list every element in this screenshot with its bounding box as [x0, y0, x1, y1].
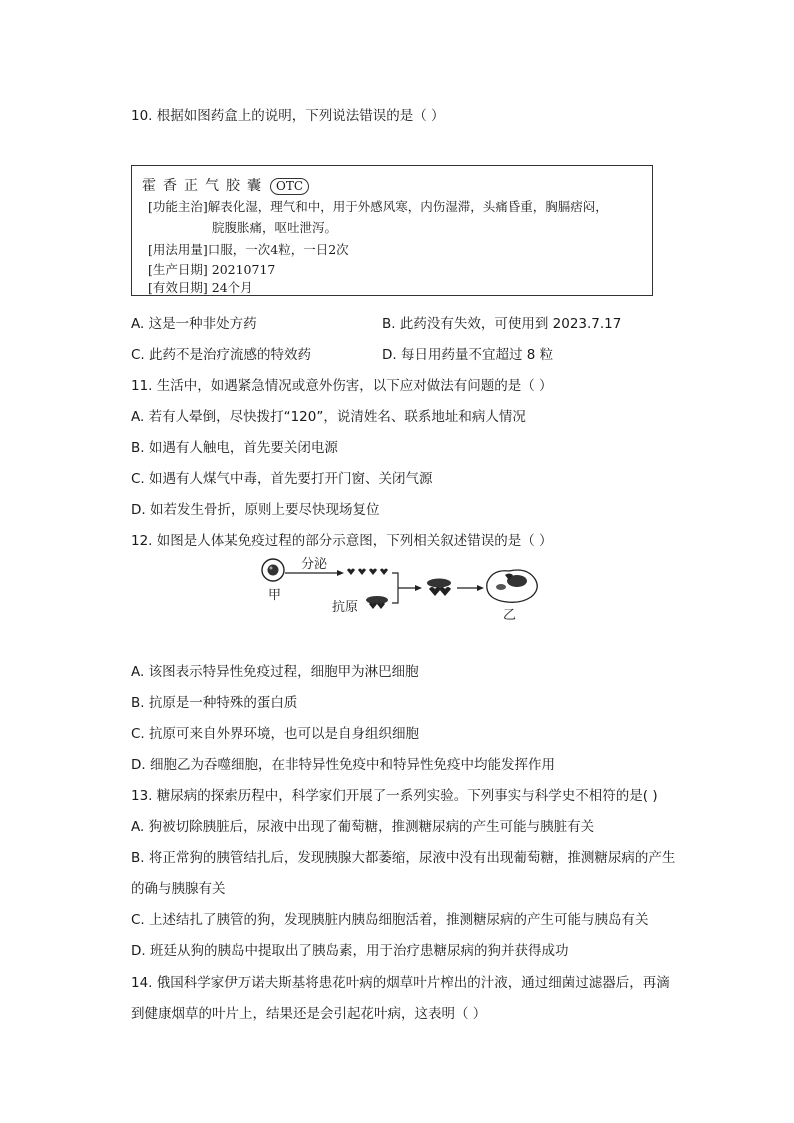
date-text: 20210717 — [211, 262, 276, 277]
medicine-box — [131, 165, 653, 296]
engulf-arrow-head — [477, 585, 484, 591]
func-text: 解表化湿，理气和中，用于外感风寒，内伤湿滞，头痛昏重，胸膈痞闷， — [207, 199, 608, 214]
q14-stem: 14. 俄国科学家伊万诺夫斯基将患花叶病的烟草叶片榨出的汁液，通过细菌过滤器后，再滴 — [131, 975, 670, 991]
date-label: [生产日期] — [148, 262, 208, 277]
medicine-function-line — [148, 197, 608, 215]
q10-stem: 10. 根据如图药盒上的说明，下列说法错误的是（ ） — [131, 108, 445, 124]
secrete-label: 分泌 — [301, 557, 328, 572]
combine-bracket — [392, 573, 398, 603]
usage-label: [用法用量] — [148, 242, 208, 257]
q11-stem: 11. 生活中，如遇紧急情况或意外伤害，以下应对做法有问题的是（ ） — [131, 378, 553, 394]
medicine-date-line — [148, 260, 275, 278]
cell-a-icon — [262, 559, 284, 581]
combine-arrow-head — [415, 585, 422, 591]
secrete-arrow-head — [337, 570, 344, 576]
usage-text: 口服，一次4粒，一日2次 — [207, 242, 349, 257]
q13-option-d: D. 班廷从狗的胰岛中提取出了胰岛素，用于治疗患糖尿病的狗并获得成功 — [131, 943, 569, 959]
cell-b-icon — [487, 570, 537, 602]
valid-text: 24个月 — [211, 280, 253, 295]
medicine-title: 霍香正气胶囊 — [142, 178, 268, 194]
q11-option-b: B. 如遇有人触电，首先要关闭电源 — [131, 440, 338, 456]
medicine-title-line — [142, 175, 309, 195]
cell-a-label: 甲 — [268, 588, 282, 603]
q11-option-d: D. 如若发生骨折，原则上要尽快现场复位 — [131, 502, 380, 518]
medicine-usage-line — [148, 240, 349, 258]
q11-option-a: A. 若有人晕倒，尽快拨打“120”，说清姓名、联系地址和病人情况 — [131, 409, 526, 425]
q12-stem: 12. 如图是人体某免疫过程的部分示意图，下列相关叙述错误的是（ ） — [131, 533, 553, 549]
func-label: [功能主治] — [148, 199, 208, 214]
q10-option-a: A. 这是一种非处方药 — [131, 316, 257, 332]
q12-option-b: B. 抗原是一种特殊的蛋白质 — [131, 695, 298, 711]
valid-label: [有效日期] — [148, 280, 208, 295]
q12-option-c: C. 抗原可来自外界环境，也可以是自身组织细胞 — [131, 726, 420, 742]
antibody-icons — [347, 569, 388, 576]
q10-option-b: B. 此药没有失效，可使用到 2023.7.17 — [382, 316, 622, 332]
q12-option-d: D. 细胞乙为吞噬细胞，在非特异性免疫中和特异性免疫中均能发挥作用 — [131, 757, 555, 773]
q13-option-b-cont: 的确与胰腺有关 — [131, 881, 226, 897]
antigen-label: 抗原 — [332, 600, 359, 615]
antigen-antibody-complex-icon — [427, 579, 451, 597]
antigen-icon — [366, 596, 388, 609]
cell-b-label: 乙 — [503, 608, 517, 623]
medicine-function-line-2: 脘腹胀痛，呕吐泄泻。 — [212, 220, 338, 235]
q10-option-d: D. 每日用药量不宜超过 8 粒 — [382, 347, 554, 363]
immune-process-diagram — [255, 553, 545, 625]
q10-option-c: C. 此药不是治疗流感的特效药 — [131, 347, 312, 363]
q13-stem: 13. 糖尿病的探索历程中，科学家们开展了一系列实验。下列事实与科学史不相符的是( ) — [131, 788, 658, 804]
q13-option-a: A. 狗被切除胰脏后，尿液中出现了葡萄糖，推测糖尿病的产生可能与胰脏有关 — [131, 819, 595, 835]
medicine-valid-line — [148, 278, 253, 296]
q13-option-b: B. 将正常狗的胰管结扎后，发现胰腺大都萎缩，尿液中没有出现葡萄糖，推测糖尿病的产生 — [131, 850, 676, 866]
q13-option-c: C. 上述结扎了胰管的狗，发现胰脏内胰岛细胞活着，推测糖尿病的产生可能与胰岛有关 — [131, 912, 649, 928]
q12-option-a: A. 该图表示特异性免疫过程，细胞甲为淋巴细胞 — [131, 664, 419, 680]
q14-stem-cont: 到健康烟草的叶片上，结果还是会引起花叶病，这表明（ ） — [131, 1006, 487, 1022]
q11-option-c: C. 如遇有人煤气中毒，首先要打开门窗、关闭气源 — [131, 471, 433, 487]
otc-badge: OTC — [270, 178, 309, 195]
